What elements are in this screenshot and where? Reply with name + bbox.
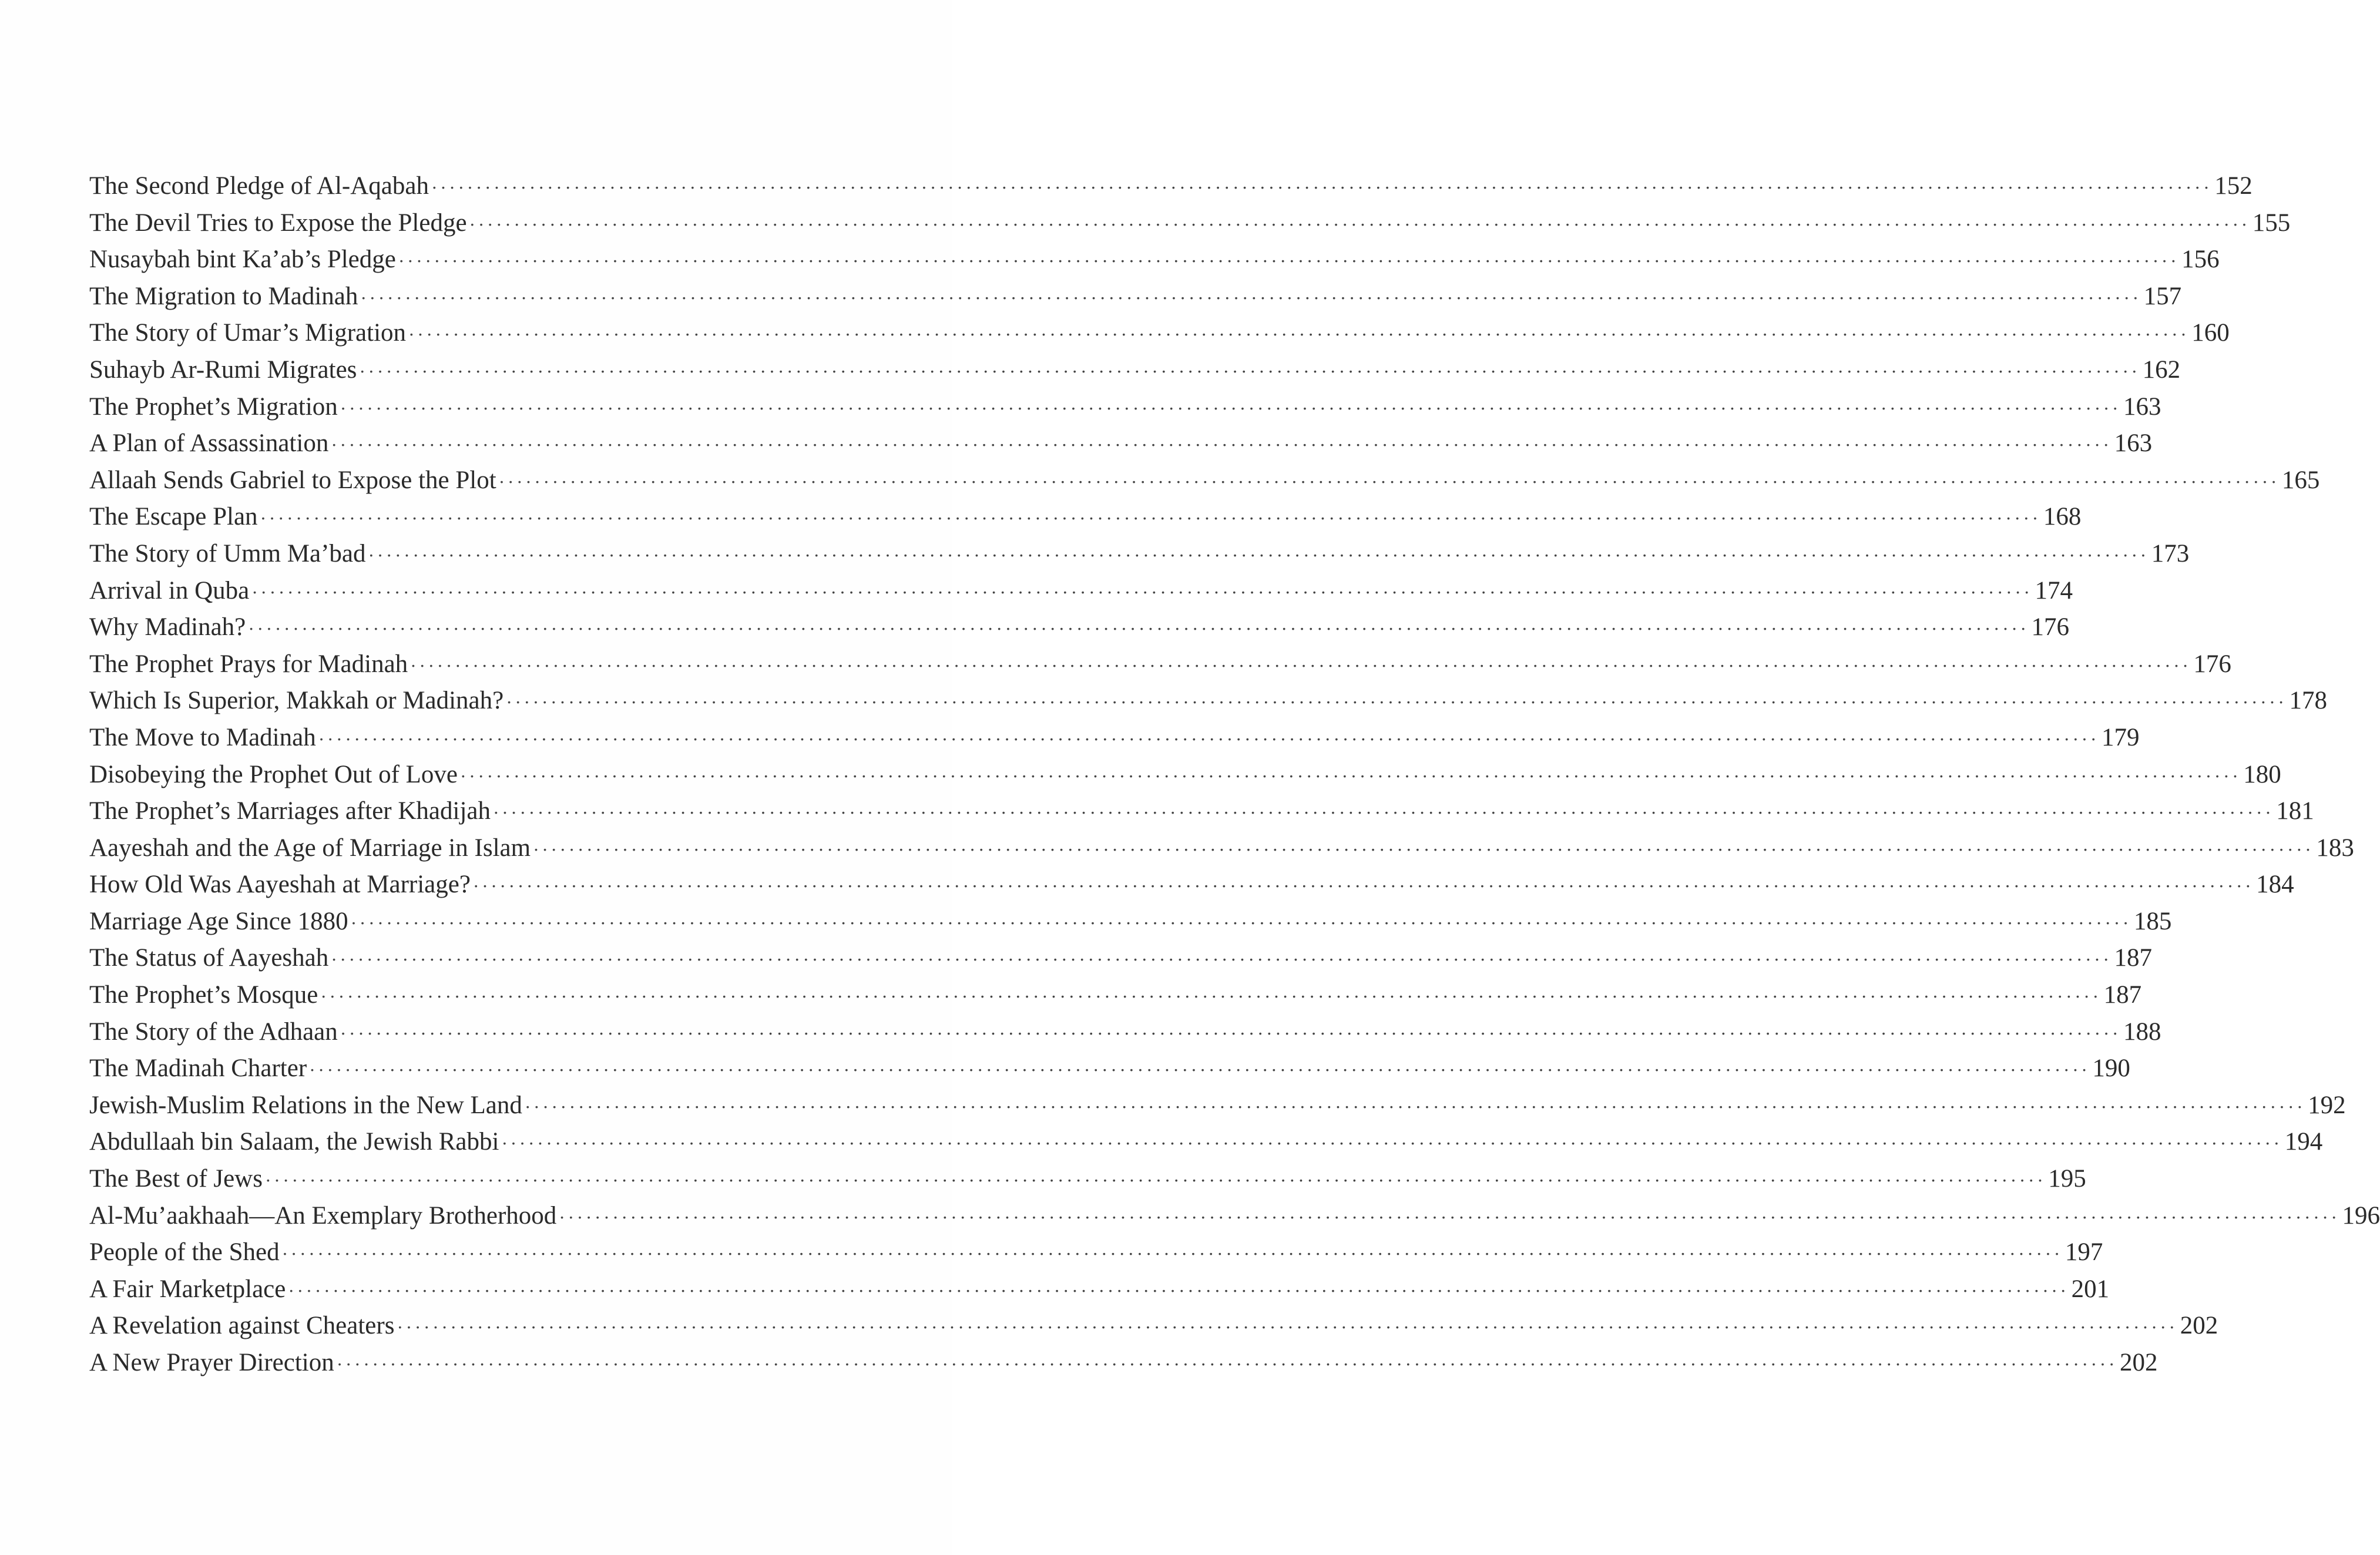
dot-leader: ········································································································································································································ <box>431 177 2213 198</box>
toc-entry-title: Arrival in Quba <box>89 576 250 604</box>
toc-entry-page-number: 174 <box>2035 576 2073 604</box>
toc-entry-title: Allaah Sends Gabriel to Expose the Plot <box>89 466 496 494</box>
toc-entry-page-number: 179 <box>2101 723 2140 751</box>
table-of-contents <box>89 172 2380 1385</box>
toc-entry-title: How Old Was Aayeshah at Marriage? <box>89 871 471 899</box>
toc-entry-page-number: 195 <box>2048 1165 2086 1193</box>
toc-entry-title: The Second Pledge of Al-Aqabah <box>89 172 429 200</box>
toc-entry <box>89 576 2073 613</box>
toc-entry-page-number: 163 <box>2123 392 2161 421</box>
dot-leader: ········································································································································································································ <box>281 1243 2063 1265</box>
toc-entry-title: Abdullaah bin Salaam, the Jewish Rabbi <box>89 1128 499 1156</box>
toc-entry-page-number: 178 <box>2289 687 2327 715</box>
toc-entry-title: Why Madinah? <box>89 613 246 642</box>
dot-leader: ········································································································································································································ <box>359 360 2140 382</box>
toc-entry-title: The Story of Umar’s Migration <box>89 319 407 347</box>
dot-leader: ········································································································································································································ <box>501 1133 2282 1154</box>
toc-entry-page-number: 173 <box>2151 539 2190 567</box>
toc-entry-page-number: 187 <box>2103 981 2142 1009</box>
toc-entry-page-number: 192 <box>2308 1091 2346 1119</box>
dot-leader: ········································································································································································································ <box>350 912 2131 933</box>
toc-entry <box>89 1127 2323 1164</box>
dot-leader: ········································································································································································································ <box>533 838 2314 860</box>
toc-entry-page-number: 183 <box>2316 834 2354 862</box>
toc-entry-title: Suhayb Ar-Rumi Migrates <box>89 355 357 384</box>
toc-entry-page-number: 176 <box>2193 650 2231 678</box>
toc-entry <box>89 539 2190 576</box>
dot-leader: ········································································································································································································ <box>331 949 2112 970</box>
dot-leader: ········································································································································································································ <box>260 508 2041 529</box>
toc-entry <box>89 943 2152 980</box>
dot-leader: ········································································································································································································ <box>524 1096 2306 1117</box>
toc-entry-page-number: 168 <box>2043 503 2082 531</box>
toc-entry-title: The Prophet’s Marriages after Khadijah <box>89 797 491 825</box>
dot-leader: ········································································································································································································ <box>506 691 2287 713</box>
toc-entry-title: The Move to Madinah <box>89 723 316 751</box>
toc-entry-title: Marriage Age Since 1880 <box>89 907 348 935</box>
dot-leader: ········································································································································································································ <box>248 618 2029 640</box>
toc-entry-page-number: 162 <box>2142 355 2181 384</box>
toc-entry-title: The Devil Tries to Expose the Pledge <box>89 209 467 237</box>
toc-entry-title: A Plan of Assassination <box>89 429 329 458</box>
toc-entry <box>89 1091 2346 1128</box>
toc-entry-title: Jewish-Muslim Relations in the New Land <box>89 1091 522 1119</box>
toc-entry <box>89 834 2354 871</box>
toc-entry-title: Which Is Superior, Makkah or Madinah? <box>89 687 504 715</box>
toc-entry-page-number: 160 <box>2191 319 2230 347</box>
toc-entry-title: Disobeying the Prophet Out of Love <box>89 760 458 788</box>
toc-entry-title: A Fair Marketplace <box>89 1275 286 1303</box>
toc-entry <box>89 1238 2103 1275</box>
toc-entry-title: Aayeshah and the Age of Marriage in Islam <box>89 834 531 862</box>
toc-entry-page-number: 184 <box>2256 871 2294 899</box>
toc-entry-page-number: 165 <box>2281 466 2320 494</box>
dot-leader: ········································································································································································································ <box>368 544 2149 566</box>
toc-entry-page-number: 190 <box>2092 1054 2130 1083</box>
toc-entry-title: The Prophet Prays for Madinah <box>89 650 408 678</box>
toc-entry-title: Nusaybah bint Ka’ab’s Pledge <box>89 246 396 274</box>
toc-entry <box>89 1164 2086 1201</box>
toc-entry-title: A New Prayer Direction <box>89 1349 334 1376</box>
dot-leader: ········································································································································································································ <box>398 250 2180 272</box>
dot-leader: ········································································································································································································ <box>340 1022 2121 1044</box>
toc-entry-title: The Story of Umm Ma’bad <box>89 539 366 567</box>
toc-entry-title: The Prophet’s Mosque <box>89 981 318 1009</box>
toc-entry-page-number: 194 <box>2284 1128 2323 1156</box>
dot-leader: ········································································································································································································ <box>492 802 2274 824</box>
toc-entry-page-number: 156 <box>2181 246 2220 274</box>
toc-entry <box>89 172 2253 209</box>
toc-entry <box>89 760 2281 797</box>
toc-entry-page-number: 163 <box>2114 429 2153 458</box>
toc-entry <box>89 870 2294 907</box>
dot-leader: ········································································································································································································ <box>336 1354 2117 1375</box>
dot-leader: ········································································································································································································ <box>318 728 2099 750</box>
dot-leader: ········································································································································································································ <box>251 581 2033 603</box>
toc-entry <box>89 1348 2158 1385</box>
dot-leader: ········································································································································································································ <box>559 1206 2340 1228</box>
toc-entry-title: Al-Mu’aakhaah—An Exemplary Brotherhood <box>89 1201 557 1230</box>
toc-entry <box>89 282 2182 319</box>
toc-entry-title: The Best of Jews <box>89 1165 263 1193</box>
toc-entry-title: The Prophet’s Migration <box>89 392 338 421</box>
toc-entry <box>89 723 2140 760</box>
toc-entry <box>89 429 2153 466</box>
toc-entry <box>89 1054 2130 1091</box>
toc-entry-title: People of the Shed <box>89 1238 280 1267</box>
toc-entry-page-number: 202 <box>2119 1349 2158 1376</box>
toc-entry <box>89 650 2231 687</box>
dot-leader: ········································································································································································································ <box>460 765 2241 787</box>
toc-entry <box>89 686 2327 723</box>
toc-entry-page-number: 155 <box>2252 209 2291 237</box>
dot-leader: ········································································································································································································ <box>264 1170 2046 1191</box>
dot-leader: ········································································································································································································ <box>498 471 2280 492</box>
toc-entry-title: The Story of the Adhaan <box>89 1017 338 1046</box>
toc-entry-title: The Madinah Charter <box>89 1054 307 1083</box>
toc-entry-title: The Status of Aayeshah <box>89 944 329 972</box>
toc-entry-title: The Migration to Madinah <box>89 282 358 310</box>
dot-leader: ········································································································································································································ <box>472 875 2254 897</box>
toc-entry <box>89 907 2172 944</box>
dot-leader: ········································································································································································································ <box>320 986 2102 1007</box>
toc-entry <box>89 1311 2218 1348</box>
toc-entry <box>89 245 2220 282</box>
dot-leader: ········································································································································································································ <box>408 324 2190 345</box>
toc-entry <box>89 1017 2161 1054</box>
toc-entry <box>89 1201 2380 1238</box>
toc-entry <box>89 392 2161 429</box>
toc-entry <box>89 1275 2110 1312</box>
toc-entry <box>89 502 2082 539</box>
toc-entry-page-number: 197 <box>2065 1238 2103 1267</box>
dot-leader: ········································································································································································································ <box>309 1059 2090 1081</box>
toc-entry <box>89 466 2320 503</box>
toc-entry-page-number: 187 <box>2114 944 2152 972</box>
dot-leader: ········································································································································································································ <box>410 654 2191 676</box>
toc-entry-page-number: 176 <box>2031 613 2070 642</box>
dot-leader: ········································································································································································································ <box>331 434 2112 456</box>
toc-entry-page-number: 152 <box>2214 172 2253 200</box>
toc-entry-title: The Escape Plan <box>89 503 258 531</box>
dot-leader: ········································································································································································································ <box>469 213 2250 235</box>
dot-leader: ········································································································································································································ <box>397 1316 2178 1338</box>
toc-entry-page-number: 188 <box>2123 1017 2161 1046</box>
toc-entry-page-number: 196 <box>2342 1201 2380 1230</box>
toc-entry <box>89 797 2314 834</box>
dot-leader: ········································································································································································································ <box>340 397 2121 419</box>
toc-entry-page-number: 202 <box>2180 1312 2218 1340</box>
toc-entry <box>89 318 2230 355</box>
dot-leader: ········································································································································································································ <box>288 1279 2069 1301</box>
toc-entry-page-number: 201 <box>2071 1275 2110 1303</box>
toc-entry <box>89 355 2181 392</box>
toc-entry-title: A Revelation against Cheaters <box>89 1312 395 1340</box>
toc-entry-page-number: 180 <box>2243 760 2281 788</box>
toc-entry <box>89 209 2291 246</box>
dot-leader: ········································································································································································································ <box>360 287 2141 308</box>
toc-entry <box>89 980 2142 1017</box>
toc-entry <box>89 613 2070 650</box>
toc-entry-page-number: 181 <box>2276 797 2314 825</box>
toc-entry-page-number: 157 <box>2143 282 2182 310</box>
toc-entry-page-number: 185 <box>2133 907 2172 935</box>
